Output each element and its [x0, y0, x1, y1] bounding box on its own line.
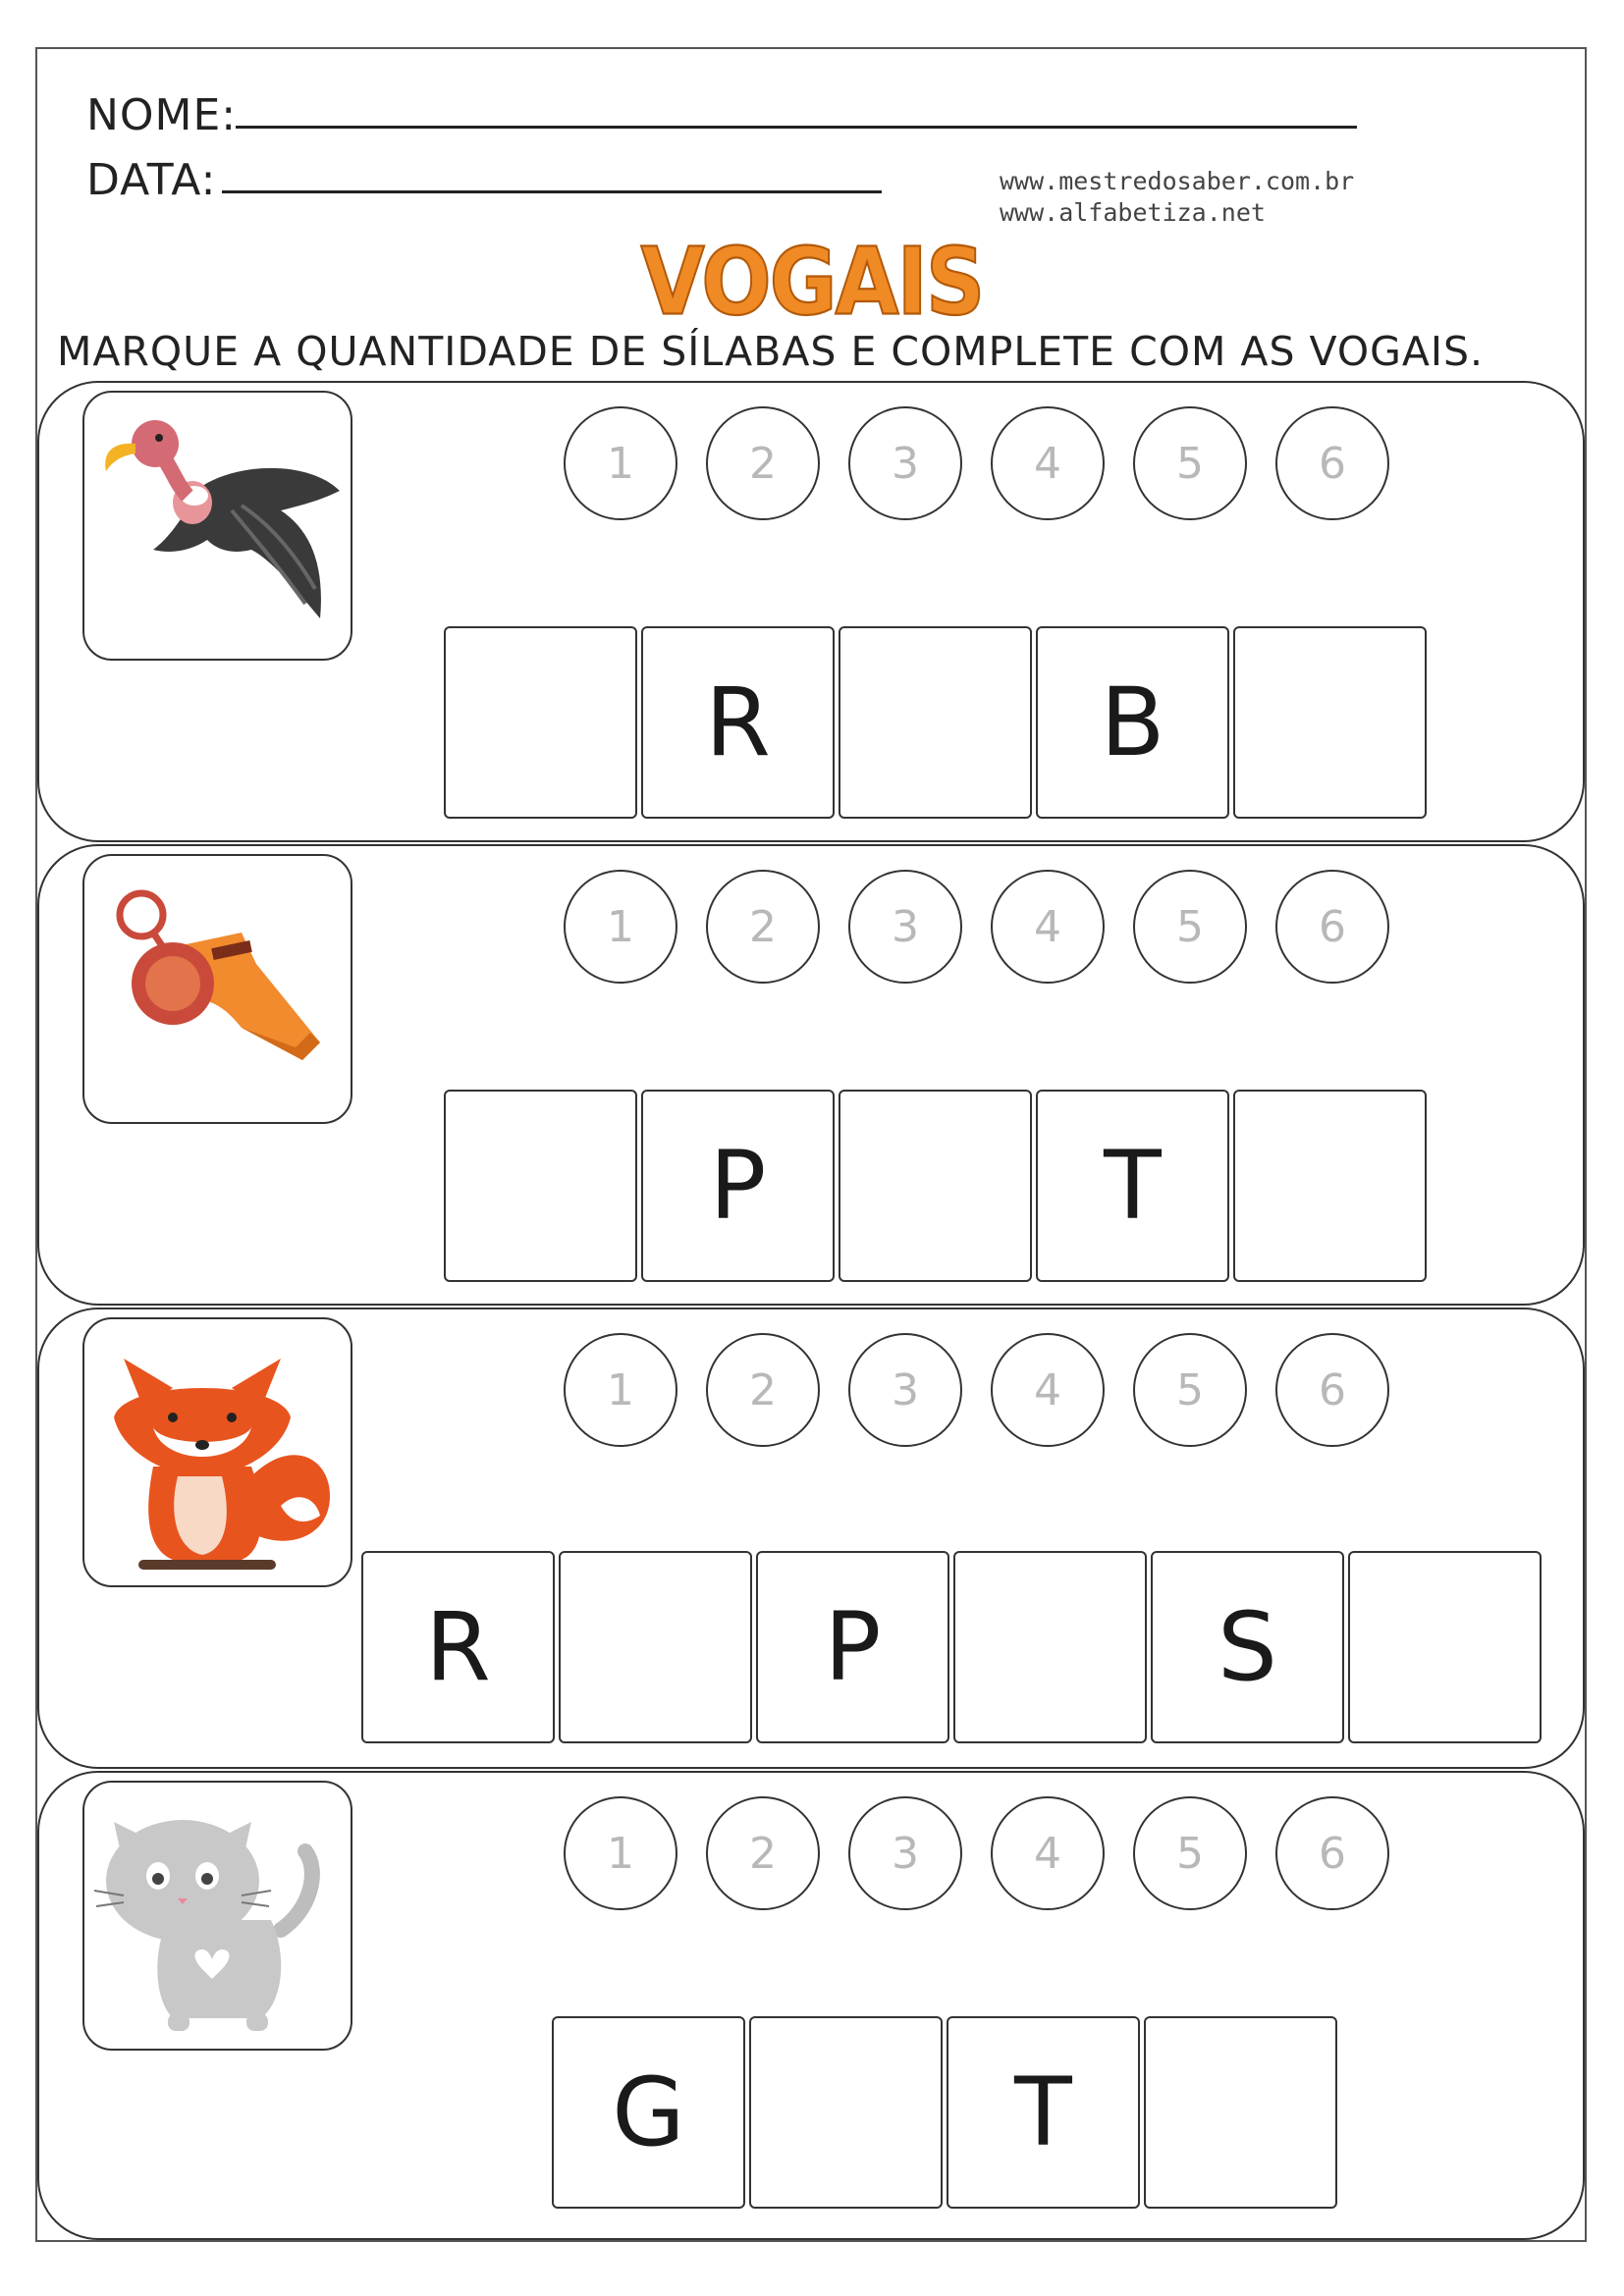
- syllable-count-options: [528, 406, 1363, 524]
- syllable-option[interactable]: 6: [1275, 1796, 1389, 1910]
- exercise-card-4: [37, 1771, 1585, 2240]
- instruction-text: MARQUE A QUANTIDADE DE SÍLABAS E COMPLETE COM AS VOGAIS.: [57, 328, 1485, 375]
- letter-box[interactable]: P: [756, 1551, 949, 1743]
- letter-box[interactable]: P: [641, 1090, 835, 1282]
- letter-box[interactable]: [444, 626, 637, 819]
- fox-icon: [84, 1319, 351, 1585]
- syllable-option[interactable]: 2: [706, 870, 820, 984]
- syllable-option[interactable]: 3: [848, 1333, 962, 1447]
- letter-box[interactable]: B: [1036, 626, 1229, 819]
- picture-frame: [82, 1317, 352, 1587]
- exercise-card-3: [37, 1308, 1585, 1769]
- letter-box[interactable]: [1144, 2016, 1337, 2209]
- site-url-1: www.mestredosaber.com.br: [1000, 167, 1355, 195]
- syllable-option[interactable]: 5: [1133, 1333, 1247, 1447]
- picture-frame: [82, 391, 352, 661]
- syllable-option[interactable]: 5: [1133, 870, 1247, 984]
- letter-box[interactable]: T: [947, 2016, 1140, 2209]
- name-field[interactable]: [236, 126, 1357, 129]
- letter-box[interactable]: [953, 1551, 1147, 1743]
- vulture-icon: [84, 393, 351, 659]
- syllable-option[interactable]: 1: [564, 406, 677, 520]
- exercise-card-1: [37, 381, 1585, 842]
- syllable-option[interactable]: 6: [1275, 870, 1389, 984]
- syllable-option[interactable]: 5: [1133, 406, 1247, 520]
- letter-box[interactable]: [1348, 1551, 1542, 1743]
- syllable-option[interactable]: 4: [991, 870, 1105, 984]
- syllable-count-options: [528, 870, 1363, 988]
- syllable-option[interactable]: 4: [991, 1796, 1105, 1910]
- date-field[interactable]: [222, 190, 882, 193]
- syllable-option[interactable]: 6: [1275, 406, 1389, 520]
- syllable-count-options: [528, 1333, 1363, 1451]
- letter-box[interactable]: [749, 2016, 943, 2209]
- syllable-option[interactable]: 4: [991, 1333, 1105, 1447]
- letter-box[interactable]: [559, 1551, 752, 1743]
- syllable-option[interactable]: 1: [564, 1333, 677, 1447]
- syllable-count-options: [528, 1796, 1363, 1914]
- syllable-option[interactable]: 1: [564, 870, 677, 984]
- name-label: NOME:: [86, 90, 238, 140]
- letter-box[interactable]: [839, 1090, 1032, 1282]
- picture-frame: [82, 1781, 352, 2051]
- letter-box[interactable]: R: [641, 626, 835, 819]
- letter-box[interactable]: [1233, 1090, 1427, 1282]
- page-title: VOGAIS: [640, 228, 984, 336]
- syllable-option[interactable]: 2: [706, 1796, 820, 1910]
- picture-frame: [82, 854, 352, 1124]
- syllable-option[interactable]: 5: [1133, 1796, 1247, 1910]
- site-url-2: www.alfabetiza.net: [1000, 198, 1266, 227]
- syllable-option[interactable]: 1: [564, 1796, 677, 1910]
- syllable-option[interactable]: 2: [706, 406, 820, 520]
- exercise-card-2: [37, 844, 1585, 1306]
- syllable-option[interactable]: 6: [1275, 1333, 1389, 1447]
- syllable-option[interactable]: 4: [991, 406, 1105, 520]
- letter-box[interactable]: T: [1036, 1090, 1229, 1282]
- syllable-option[interactable]: 2: [706, 1333, 820, 1447]
- whistle-icon: [84, 856, 351, 1122]
- letter-box[interactable]: R: [361, 1551, 555, 1743]
- letter-box[interactable]: [1233, 626, 1427, 819]
- syllable-option[interactable]: 3: [848, 406, 962, 520]
- letter-box[interactable]: [839, 626, 1032, 819]
- syllable-option[interactable]: 3: [848, 870, 962, 984]
- letter-box[interactable]: S: [1151, 1551, 1344, 1743]
- cat-icon: [84, 1783, 351, 2049]
- letter-box[interactable]: G: [552, 2016, 745, 2209]
- syllable-option[interactable]: 3: [848, 1796, 962, 1910]
- letter-box[interactable]: [444, 1090, 637, 1282]
- date-label: DATA:: [86, 155, 217, 205]
